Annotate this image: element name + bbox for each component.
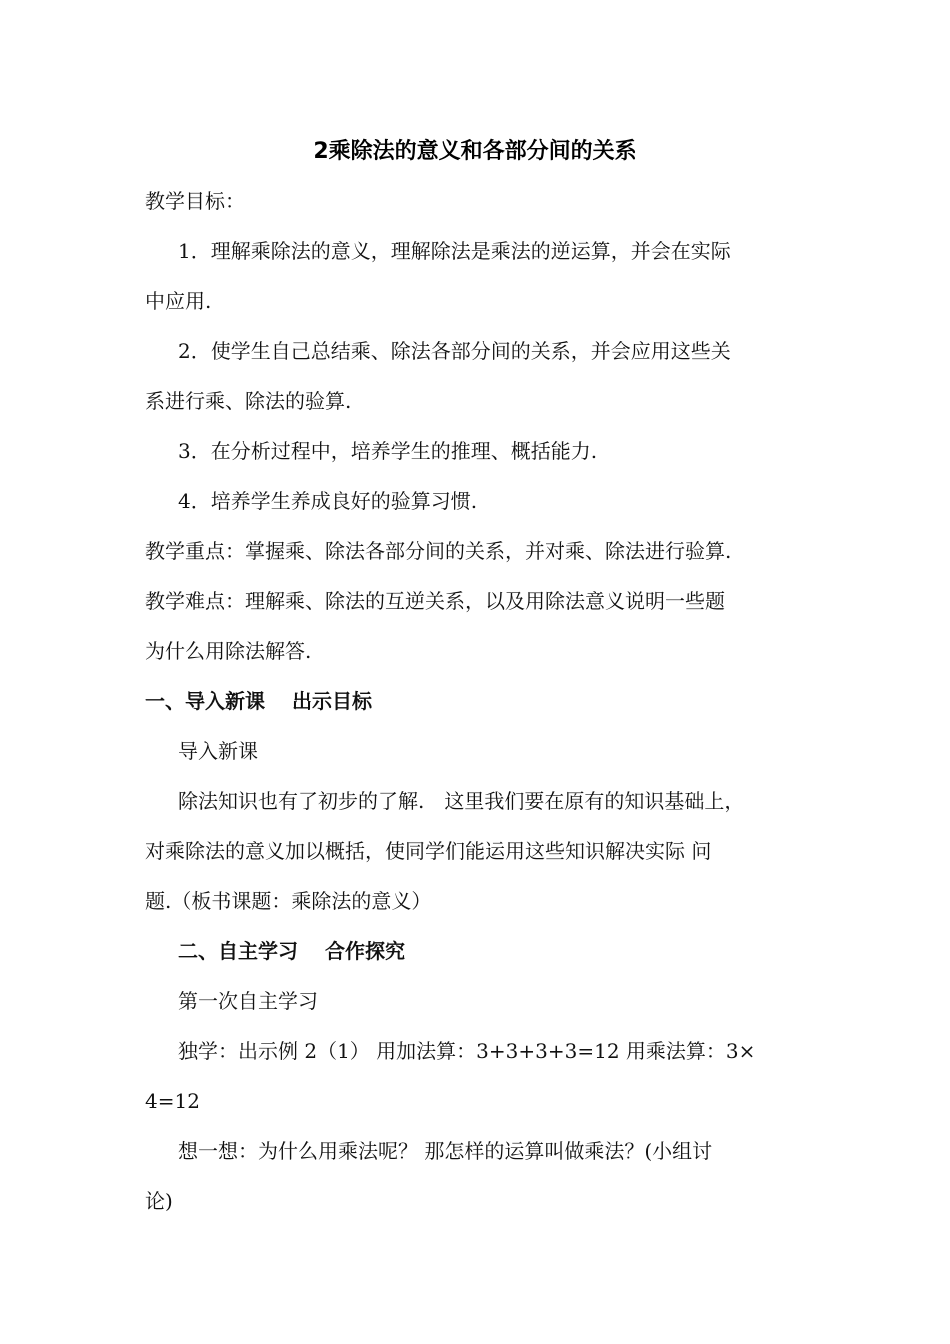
section-heading-self-study: 二、自主学习 合作探究: [178, 939, 405, 963]
difficulty-line-2: 为什么用除法解答.: [145, 639, 312, 663]
objective-1-line-1: 1．理解乘除法的意义，理解除法是乘法的逆运算，并会在实际: [178, 239, 731, 263]
objective-4: 4．培养学生养成良好的验算习惯.: [178, 489, 478, 513]
difficulty-line-1: 教学难点：理解乘、除法的互逆关系，以及用除法意义说明一些题: [145, 589, 725, 613]
example-line-2: 4=12: [145, 1089, 200, 1113]
section-heading-objectives: 教学目标：: [145, 189, 245, 213]
subheading-introduction: 导入新课: [178, 739, 258, 763]
question-line-2: 论): [145, 1189, 173, 1213]
objective-1-line-2: 中应用.: [145, 289, 212, 313]
subheading-first-self-study: 第一次自主学习: [178, 989, 318, 1013]
key-point: 教学重点：掌握乘、除法各部分间的关系，并对乘、除法进行验算.: [145, 539, 732, 563]
example-line-1: 独学：出示例 2（1） 用加法算：3+3+3+3=12 用乘法算：3×: [178, 1039, 756, 1063]
objective-2-line-2: 系进行乘、除法的验算.: [145, 389, 352, 413]
section-heading-introduction: 一、导入新课 出示目标: [145, 689, 372, 713]
objective-2-line-1: 2．使学生自己总结乘、除法各部分间的关系，并会应用这些关: [178, 339, 731, 363]
intro-paragraph-line-1: 除法知识也有了初步的了解. 这里我们要在原有的知识基础上，: [178, 789, 745, 813]
intro-paragraph-line-3: 题.（板书课题：乘除法的意义）: [145, 889, 432, 913]
intro-paragraph-line-2: 对乘除法的意义加以概括，使同学们能运用这些知识解决实际 问: [145, 839, 712, 863]
question-line-1: 想一想：为什么用乘法呢？ 那怎样的运算叫做乘法？(小组讨: [178, 1139, 713, 1163]
objective-3: 3．在分析过程中，培养学生的推理、概括能力.: [178, 439, 598, 463]
document-title: 2乘除法的意义和各部分间的关系: [313, 139, 637, 164]
